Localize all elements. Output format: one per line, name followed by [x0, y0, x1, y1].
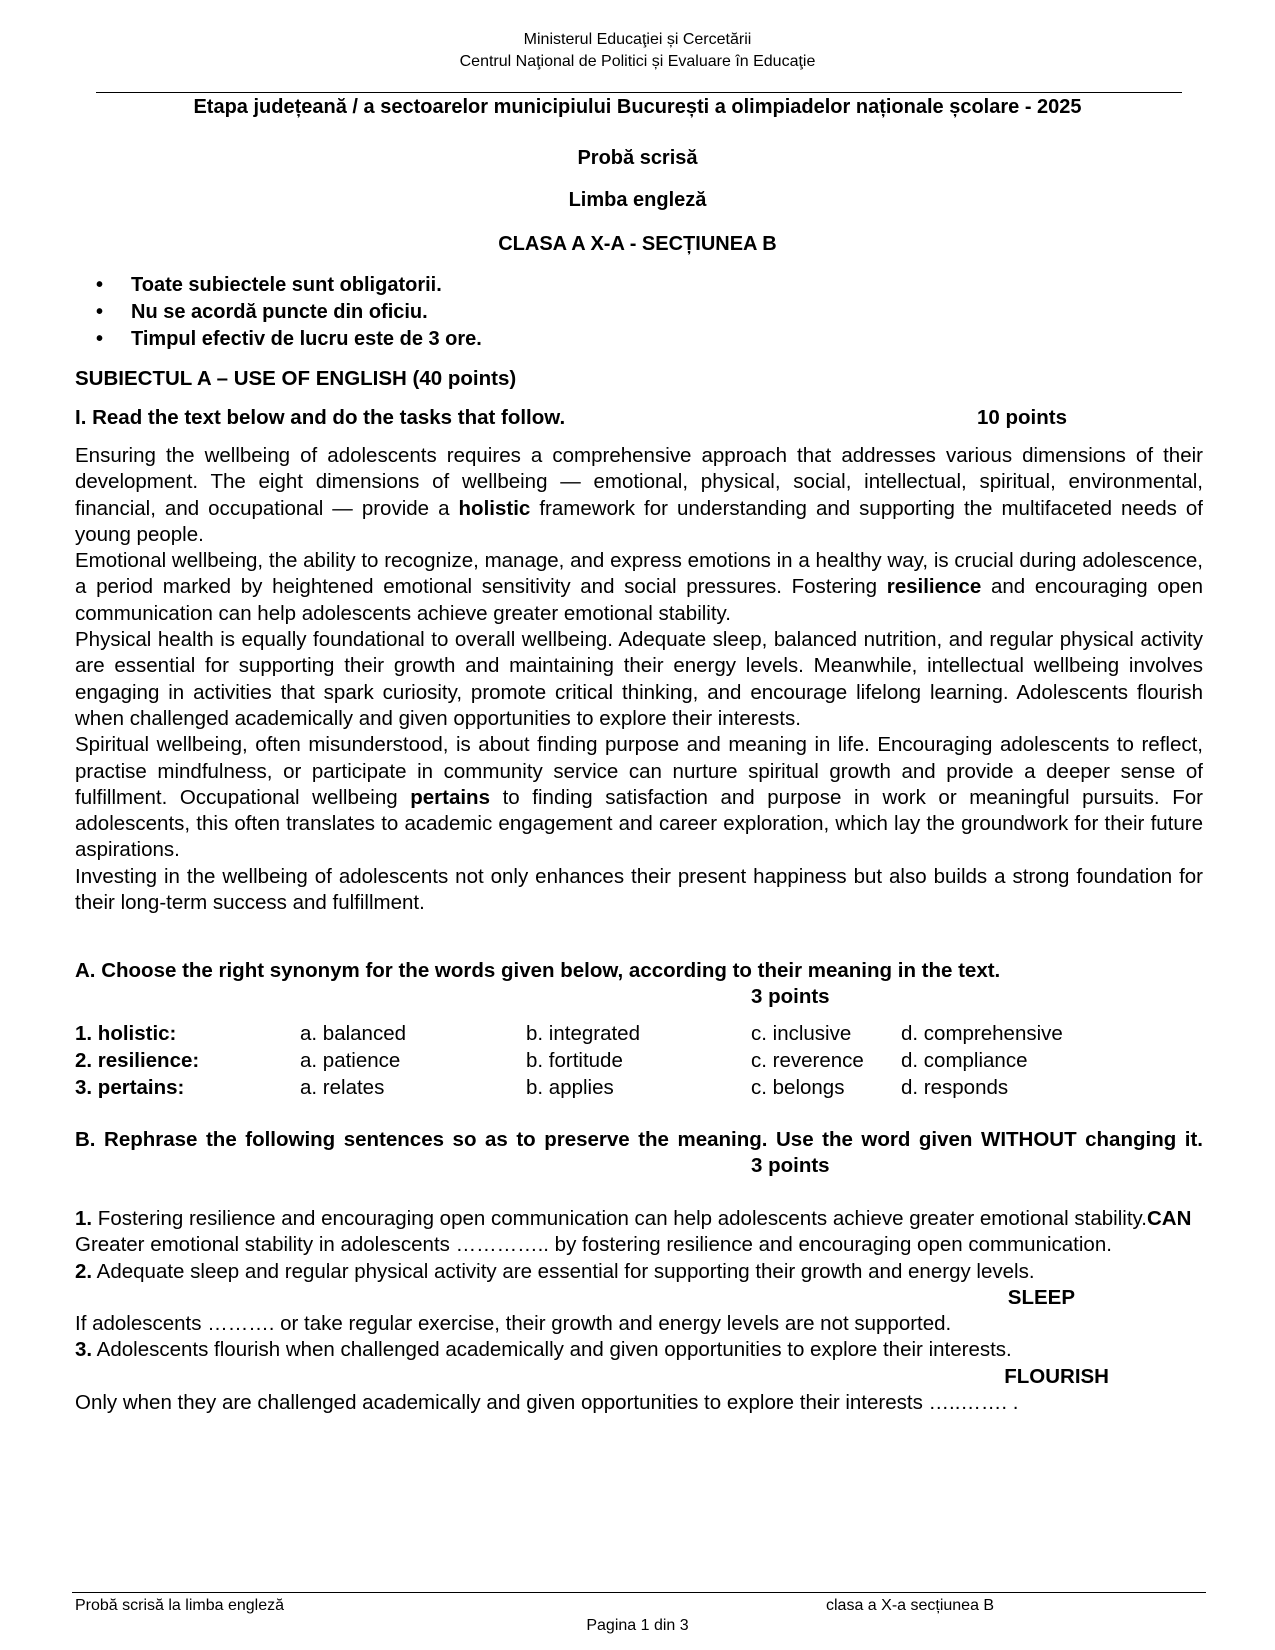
sentence-text: Adequate sleep and regular physical activity are essential for supporting their growth and energy levels.: [92, 1259, 1035, 1283]
option-c: c. belongs: [751, 1076, 845, 1099]
rephrase-sentence: [75, 1337, 1203, 1363]
task-points: 10 points: [977, 406, 1067, 429]
ministry-header: [0, 29, 1275, 73]
item-number: 1.: [75, 1207, 93, 1230]
text-run: Emotional wellbeing, the ability to recognize, manage, and express emotions in a healthy way, is crucial during adolescence, a period marked by heightened emotional sensitivity and social pressures. Fostering: [75, 549, 1203, 599]
rules-list: [92, 272, 482, 353]
synonym-item: [75, 1075, 1203, 1101]
highlighted-word: resilience: [886, 575, 982, 599]
rephrase-sentence: [75, 1259, 1203, 1285]
rule-item: • Timpul efectiv de lucru este de 3 ore.: [92, 326, 482, 353]
highlighted-word: holistic: [458, 496, 531, 520]
text-run: to finding satisfaction and purpose in work or meaningful pursuits. For adolescents, this often translates to academic engagement and career exploration, which lay the groundwork for their future aspirations.: [75, 785, 1203, 862]
paragraph: [75, 732, 1203, 863]
text-run: Spiritual wellbeing, often misunderstood, is about finding purpose and meaning in life. Encouraging adolescents to reflect, practise mindfulness, or participate in community service can nurture spiritual growth and provide a deeper sense of fulfillment. Occupational wellbeing: [75, 733, 1203, 809]
task-b-points: 3 points: [751, 1154, 830, 1178]
section-title: SUBIECTUL A – USE OF ENGLISH (40 points): [75, 367, 517, 390]
sentence-text: Fostering resilience and encouraging open communication can help adolescents achieve greater emotional stability.: [92, 1207, 1147, 1230]
synonym-item: [75, 1021, 1203, 1047]
synonym-item: [75, 1048, 1203, 1074]
task-a-instruction-text: A. Choose the right synonym for the words given below, according to their meaning in the text.: [75, 959, 1001, 982]
text-run: and encouraging open communication can help adolescents achieve greater emotional stability.: [75, 575, 1203, 625]
rule-item: • Toate subiectele sunt obligatorii.: [92, 272, 482, 299]
task-heading: [75, 405, 1203, 431]
ministry-name: Ministerul Educaţiei și Cercetării: [523, 31, 752, 48]
exam-subject: Limba engleză: [568, 189, 707, 211]
center-name: Centrul Naţional de Politici și Evaluare în Educaţie: [459, 53, 816, 70]
task-title: I. Read the text below and do the tasks that follow.: [75, 406, 566, 429]
rephrase-answer: Only when they are challenged academically and given opportunities to explore their interests …..……. .: [75, 1391, 1019, 1415]
text-run: Ensuring the wellbeing of adolescents requires a comprehensive approach that addresses various dimensions of their development. The eight dimensions of wellbeing — emotional, physical, social, intellectual, spiritual, environmental, financial, and occupational — provide a: [75, 444, 1203, 520]
paragraph: Investing in the wellbeing of adolescents not only enhances their present happiness but also builds a strong foundation for their long-term success and fulfillment.: [75, 864, 1203, 915]
task-a-instruction: [75, 958, 1203, 984]
option-a: a. balanced: [300, 1022, 407, 1045]
keyword: SLEEP: [1007, 1285, 1075, 1309]
synonym-word: 3. pertains:: [75, 1076, 185, 1099]
keyword: FLOURISH: [1004, 1364, 1109, 1388]
option-b: b. fortitude: [526, 1049, 623, 1072]
task-a-points: [75, 984, 1203, 1010]
text-run: framework for understanding and supporting the multifaceted needs of young people.: [75, 496, 1203, 546]
task-b-instruction-text: B. Rephrase the following sentences so as to preserve the meaning. Use the word given WITHOUT changing it.: [75, 1128, 1203, 1151]
exam-proba: Probă scrisă: [577, 147, 698, 169]
option-a: a. patience: [300, 1049, 401, 1072]
item-number: 2.: [75, 1259, 93, 1283]
keyword: CAN: [1146, 1207, 1192, 1230]
item-number: 3.: [75, 1338, 93, 1362]
synonym-word: 1. holistic:: [75, 1022, 177, 1045]
footer-rule: [72, 1592, 1206, 1593]
page-number: Pagina 1 din 3: [586, 1617, 689, 1634]
option-a: a. relates: [300, 1076, 385, 1099]
rephrase-list: [75, 1206, 1203, 1416]
rephrase-answer: If adolescents ………. or take regular exercise, their growth and energy levels are not supported.: [75, 1312, 952, 1336]
header-rule: [96, 92, 1182, 93]
option-b: b. integrated: [526, 1022, 640, 1045]
rephrase-sentence: [75, 1206, 1203, 1232]
option-d: d. responds: [901, 1076, 1009, 1099]
option-d: d. compliance: [901, 1049, 1028, 1072]
option-d: d. comprehensive: [901, 1022, 1063, 1045]
synonym-word: 2. resilience:: [75, 1049, 200, 1072]
exam-class: CLASA A X-A - SECȚIUNEA B: [498, 233, 777, 255]
footer-right: clasa a X-a secțiunea B: [826, 1597, 995, 1614]
exam-title: Etapa județeană / a sectoarelor municipiului București a olimpiadelor naționale școlare - 2025: [193, 96, 1082, 118]
option-b: b. applies: [526, 1076, 614, 1099]
reading-text: [75, 443, 1203, 916]
paragraph: Physical health is equally foundational to overall wellbeing. Adequate sleep, balanced nutrition, and regular physical activity are essential for supporting their growth and maintaining their energy levels. Meanwhile, intellectual wellbeing involves engaging in activities that spark curiosity, promote critical thinking, and encourage lifelong learning. Adolescents flourish when challenged academically and given opportunities to explore their interests.: [75, 628, 1203, 730]
footer-left: Probă scrisă la limba engleză: [75, 1597, 284, 1614]
option-c: c. inclusive: [751, 1022, 852, 1045]
rule-item: • Nu se acordă puncte din oficiu.: [92, 299, 482, 326]
paragraph: [75, 443, 1203, 548]
option-c: c. reverence: [751, 1049, 864, 1072]
rephrase-answer: Greater emotional stability in adolescents ………….. by fostering resilience and encouraging open communication.: [75, 1233, 1112, 1257]
task-a-points-text: 3 points: [751, 985, 830, 1008]
sentence-text: Adolescents flourish when challenged academically and given opportunities to explore their interests.: [92, 1338, 1012, 1362]
highlighted-word: pertains: [410, 785, 490, 809]
task-b-instruction: [75, 1127, 1203, 1180]
paragraph: [75, 548, 1203, 627]
